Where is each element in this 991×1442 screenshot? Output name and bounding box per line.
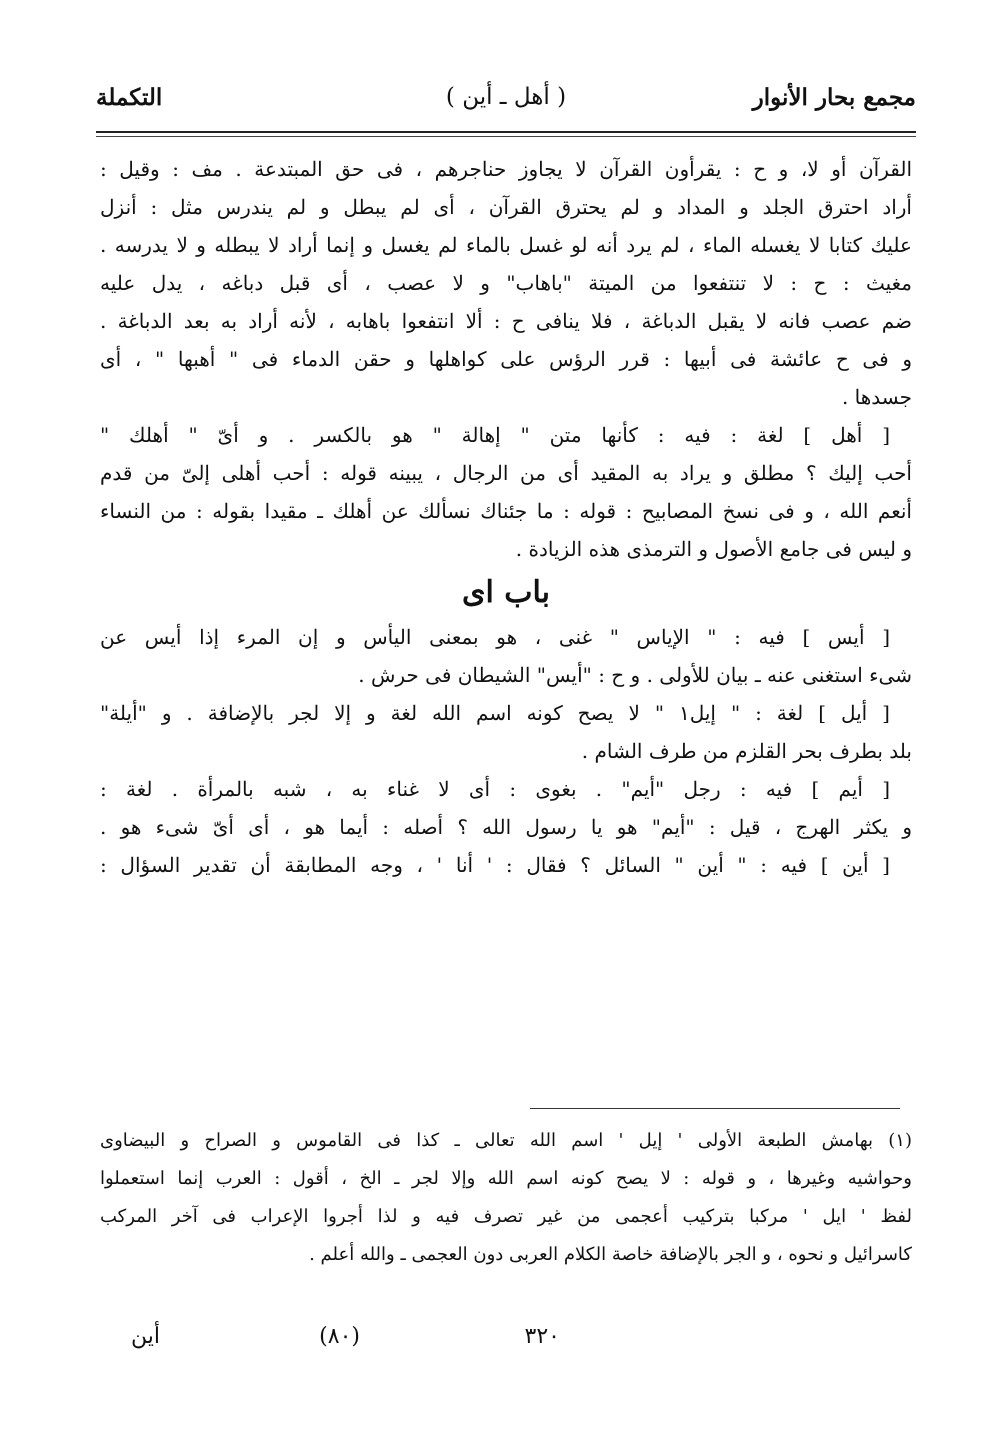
text-line: بلد بطرف بحر القلزم من طرف الشام . [581,739,912,763]
header-section: التكملة [96,84,163,111]
catchword: أين [131,1324,160,1349]
footnote-line: (١) بهامش الطبعة الأولى ' إيل ' اسم الله تعالى ـ كذا فى القاموس و الصراح و البيضاوى [100,1130,912,1151]
text-line: ضم عصب فانه لا يقبل الدباغة ، فلا ينافى ح : ألا انتفعوا باهابه ، لأنه أراد به بعد الدباغة . [100,309,912,333]
header-roots: ( أهل ـ أين ) [445,84,567,110]
header-rule [96,131,916,133]
footnote-line: وحواشيه وغيرها ، و قوله : لا يصح كونه اسم الله وإلا لجر ـ الخ ، أقول : العرب إنما استعملوا [100,1168,912,1189]
chapter-heading: باب اى [462,575,550,610]
text-line: أحب إليك ؟ مطلق و يراد به المقيد أى من الرجال ، يبينه قوله : أحب أهلى إلىّ من قدم [100,461,912,485]
entry-ahl: [ أهل ] لغة : فيه : كأنها متن " إهالة " هو بالكسر . و أىّ " أهلك " [100,423,890,447]
text-line: و ليس فى جامع الأصول و الترمذى هذه الزيادة . [515,537,912,561]
text-line: أنعم الله ، و فى نسخ المصابيح : قوله : ما جئناك نسألك عن أهلك ـ مقيدا بقوله : من النساء [100,499,912,523]
part-number: (٨٠) [319,1324,360,1349]
text-line: مغيث : ح : لا تنتفعوا من الميتة "باهاب" و لا عصب ، أى قبل دباغه ، يدل عليه [100,271,912,295]
entry-ayl: [ أيل ] لغة : " إيل١ " لا يصح كونه اسم الله لغة و إلا لجر بالإضافة . و "أيلة" [100,701,890,725]
main-text [100,150,912,884]
page-number: ٣٢٠ [524,1324,560,1349]
entry-aym: [ أيم ] فيه : رجل "أيم" . بغوى : أى لا غناء به ، شبه بالمرأة . لغة : [100,777,890,801]
text-line: جسدها . [841,385,912,409]
entry-ayn: [ أين ] فيه : " أين " السائل ؟ فقال : ' أنا ' ، وجه المطابقة أن تقدير السؤال : [100,853,890,877]
text-line: عليك كتابا لا يغسله الماء ، لم يرد أنه لو غسل بالماء لم يغسل و إنما أراد لا يبطله و لا يدرسه . [100,233,912,257]
footnotes [100,1122,912,1274]
text-line: و يكثر الهرج ، قيل : "أيم" هو يا رسول الله ؟ أصله : أيما هو ، أى أىّ شىء هو . [100,815,912,839]
text-line: شىء استغنى عنه ـ بيان للأولى . و ح : "أيس" الشيطان فى حرش . [358,663,912,687]
footnote-line: كاسرائيل و نحوه ، و الجر بالإضافة خاصة الكلام العربى دون العجمى ـ والله أعلم . [309,1244,912,1265]
text-line: و فى ح عائشة فى أبيها : قرر الرؤس على كواهلها و حقن الدماء فى " أهبها " ، أى [100,347,912,371]
page-footer [120,1324,560,1360]
running-header [96,84,916,124]
header-rule-thin [96,136,916,137]
footnote-rule [530,1108,900,1109]
text-line: القرآن أو لا، و ح : يقرأون القرآن لا يجاوز حناجرهم ، فى حق المبتدعة . مف : وقيل : [100,157,912,181]
entry-ays: [ أيس ] فيه : " الإياس " غنى ، هو بمعنى اليأس و إن المرء إذا أيس عن [100,625,890,649]
book-title: مجمع بحار الأنوار [752,84,916,111]
footnote-line: لفظ ' ايل ' مركبا بتركيب أعجمى من غير تصرف فيه و لذا أجروا الإعراب فى آخر المركب [100,1206,912,1227]
text-line: أراد احترق الجلد و المداد و لم يحترق القرآن ، أى لم يبطل و لم يندرس مثل : أنزل [100,195,912,219]
